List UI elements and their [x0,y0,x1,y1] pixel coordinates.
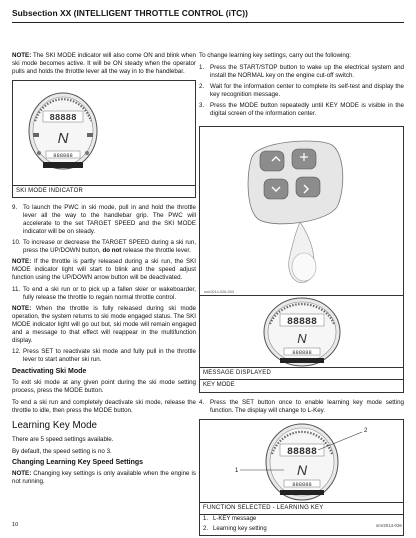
subsection-header: Subsection XX (INTELLIGENT THROTTLE CONTROL (iTC)) [12,8,404,23]
figure-ski-mode-indicator [12,80,196,199]
svg-text:888888: 888888 [292,481,312,488]
figure-ref-code: smr2014-026-003 [204,289,234,294]
figure-caption: SKI MODE INDICATOR [12,186,196,199]
display-key-mode-illustration [200,296,405,368]
para-intro: To change learning key settings, carry out the following: [199,52,352,59]
svg-text:N: N [297,330,307,346]
display-top-digits: 88888 [49,112,77,123]
note-engine-not-running: NOTE: Changing key settings is only available when the engine is not running. [12,470,196,486]
step-12: 12. Press SET to reactivate ski mode and fully pull in the throttle lever to start another ski run. [12,348,196,364]
svg-text:N: N [296,461,308,478]
left-column [12,52,196,490]
note-full-release: NOTE: When the throttle is fully released during ski mode operation, the system returns to ski mode engaged status. The SKI MODE indicator light will go out but, ski mode will remain engaged and a message to that effect will reappear in the multifunction display. [12,304,196,344]
note-partial-release: NOTE: If the throttle is partly released during a ski run, the SKI MODE indicator light will start to blink and the speed adjust function using the UP/DOWN arrow button will be deactivated. [12,258,196,281]
callout-2: 2 [364,427,368,434]
para-default-setting: By default, the speed setting is no 3. [12,447,112,455]
step-2: 2. Wait for the information center to complete its self-test and display the key recognition message. [199,82,404,98]
step-11: 11. To end a ski run or to pick up a fallen skier or wakeboarder, fully release the throttle to regain normal throttle control. [12,285,196,301]
step-1: 1. Press the START/STOP button to wake up the electrical system and install the NORMAL key on the engine cut-off switch. [199,63,404,79]
figure-legend [199,515,404,535]
svg-text:88888: 88888 [286,446,318,458]
right-column [199,52,404,536]
heading-changing-speed-settings: Changing Learning Key Speed Settings [12,459,144,467]
step-9: 9. To launch the PWC in ski mode, pull in and hold the throttle lever all the way to the handlebar grip. The PWC will accelerate to the set TARGET SPEED and the SKI MODE indicator will be on steady. [12,204,196,236]
figure-caption-key-mode: KEY MODE [199,380,404,393]
step-4: 4. Press the SET button once to enable learning key mode setting function. The display will change to L-Key. [199,398,404,414]
legend-item: 2. Learning key setting [203,526,267,533]
control-pad-illustration [200,127,405,297]
svg-text:888888: 888888 [292,349,312,356]
document-code: smr2014-026 [376,523,402,528]
note-label: NOTE: [12,52,32,59]
figure-caption-message: MESSAGE DISPLAYED [199,368,404,381]
display-learning-key-illustration [200,420,405,504]
legend-item: 1. L-KEY message [203,516,257,523]
heading-learning-key-mode: Learning Key Mode [12,420,97,432]
figure-caption-learning-key: FUNCTION SELECTED - LEARNING KEY [199,503,404,516]
para-deactivate-1: To exit ski mode at any given point during the ski mode setting process, press the MODE button. [12,379,196,395]
display-bottom-digits: 888888 [53,152,73,159]
heading-deactivating-ski-mode: Deactivating Ski Mode [12,368,87,376]
callout-1: 1 [235,467,239,474]
para-deactivate-2: To end a ski run and completely deactivate ski mode, release the throttle to idle, then press the MODE button. [12,399,196,415]
svg-text:88888: 88888 [286,316,318,328]
para-speed-settings: There are 5 speed settings available. [12,435,114,443]
step-10: 10. To increase or decrease the TARGET SPEED during a ski run, press the UP/DOWN button, do not release the throttle lever. [12,239,196,255]
figure-learning-key [199,419,404,536]
gauge-display-illustration [13,81,197,187]
gear-mode-glyph: N [57,129,69,147]
step-3: 3. Press the MODE button repeatedly until KEY MODE is visible in the digital screen of the information center. [199,101,404,117]
figure-key-mode-message [199,126,404,393]
note-text: The SKI MODE indicator will also come ON and blink when ski mode becomes active. It will be ON steady when the operator pulls and holds the throttle lever all the way in to the handlebar. [12,52,196,75]
note-ski-indicator [12,52,196,76]
page-number: 10 [12,522,19,528]
